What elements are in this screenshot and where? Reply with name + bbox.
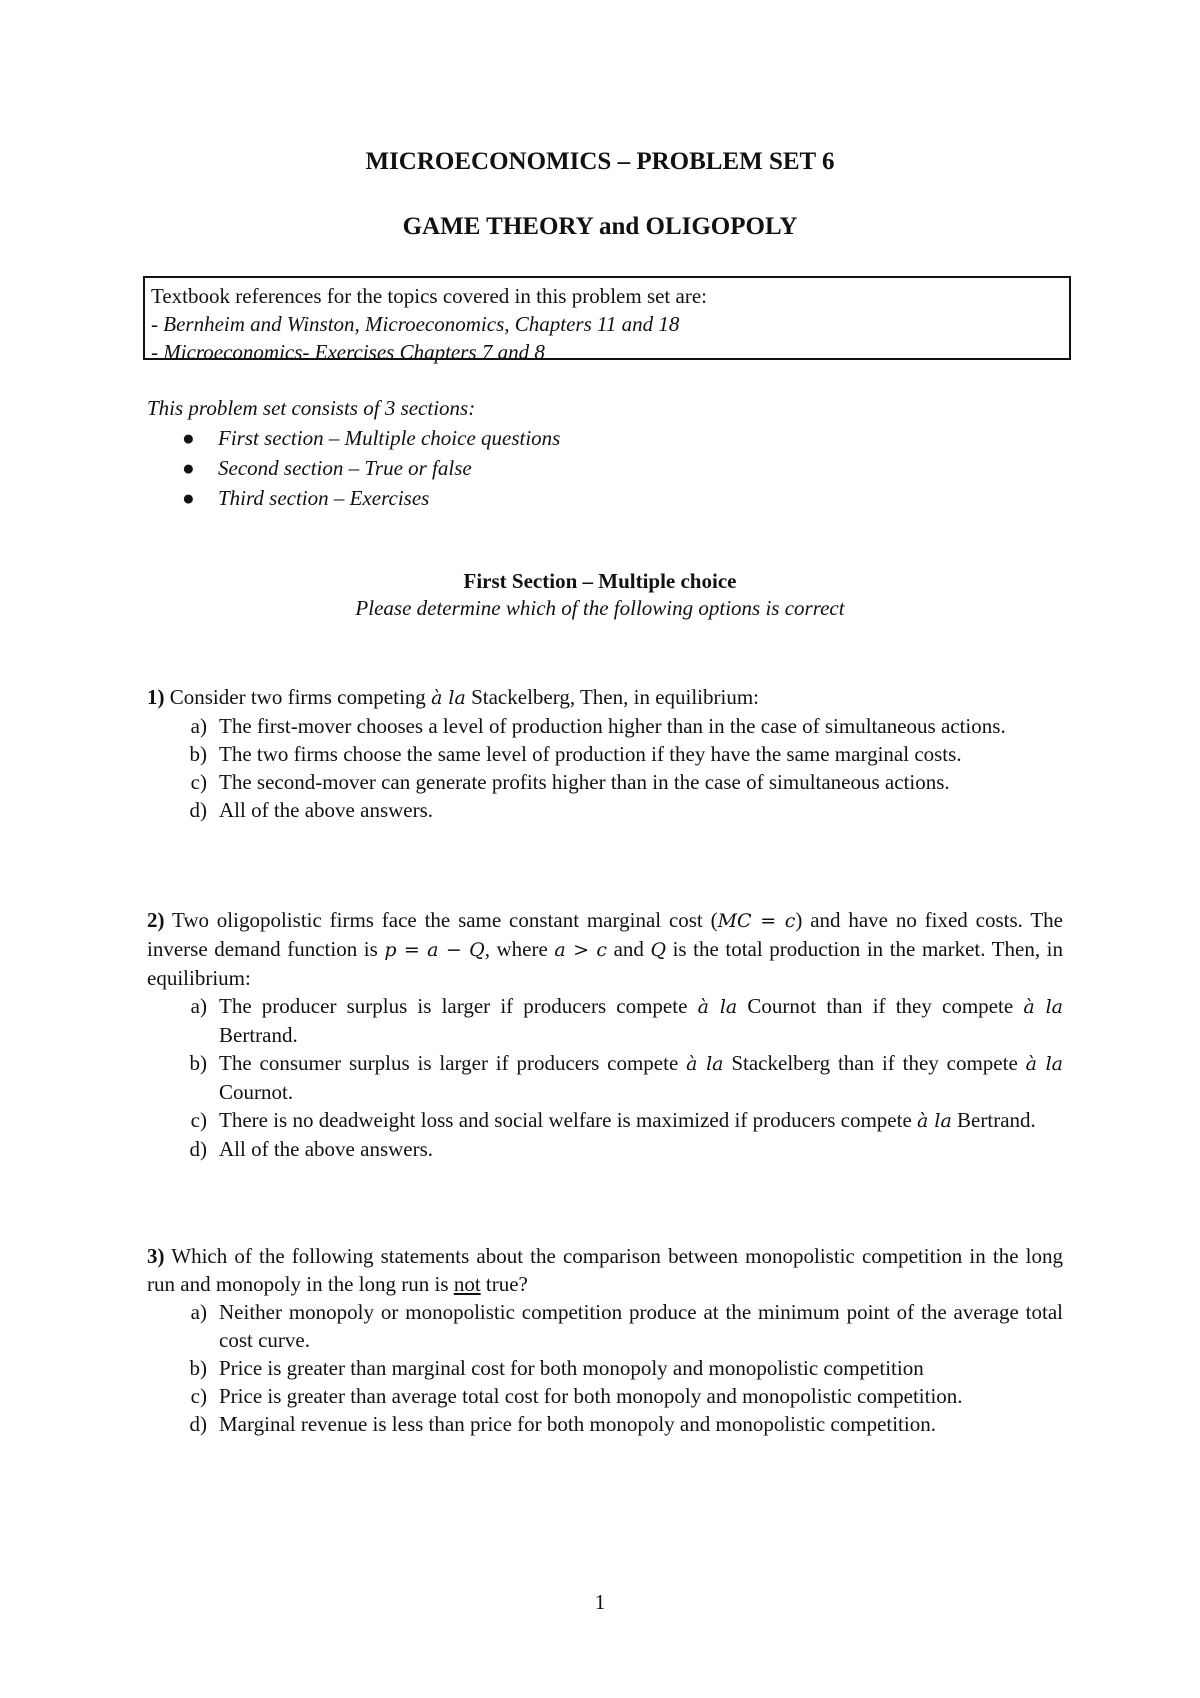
document-title: MICROECONOMICS – PROBLEM SET 6 bbox=[365, 148, 835, 175]
option: c) Price is greater than average total cost for both monopoly and monopolistic competition. bbox=[190, 1384, 963, 1408]
option: c) The second-mover can generate profits higher than in the case of simultaneous actions. bbox=[190, 770, 950, 794]
options-list bbox=[147, 712, 1063, 824]
question-2 bbox=[147, 906, 1063, 1163]
bullet-icon: ● bbox=[182, 456, 195, 480]
section-heading: First Section – Multiple choice bbox=[463, 569, 737, 593]
question-1 bbox=[147, 683, 1063, 824]
bullet-icon: ● bbox=[182, 486, 195, 510]
reference-item: - Bernheim and Winston, Microeconomics, Chapters 11 and 18 bbox=[151, 312, 680, 336]
references-intro: Textbook references for the topics covered in this problem set are: bbox=[151, 284, 707, 308]
options-list bbox=[147, 992, 1063, 1163]
options-list bbox=[147, 1298, 1063, 1438]
overview-list bbox=[182, 423, 560, 513]
option: a) The first-mover chooses a level of production higher than in the case of simultaneous actions. bbox=[190, 714, 1006, 738]
option: b) The consumer surplus is larger if producers compete à la Stackelberg than if they compete à la Cournot. bbox=[189, 1051, 1063, 1104]
option: c) There is no deadweight loss and social welfare is maximized if producers compete à la Bertrand. bbox=[190, 1108, 1036, 1132]
option: b) The two firms choose the same level of production if they have the same marginal costs. bbox=[189, 742, 962, 766]
bullet-icon: ● bbox=[182, 426, 195, 450]
document-subtitle: GAME THEORY and OLIGOPOLY bbox=[402, 213, 798, 240]
overview-item: ● Second section – True or false bbox=[182, 453, 560, 483]
page-number: 1 bbox=[594, 1590, 606, 1614]
option: a) Neither monopoly or monopolistic competition produce at the minimum point of the average total cost curve. bbox=[190, 1300, 1063, 1352]
overview-item: ● Third section – Exercises bbox=[182, 483, 560, 513]
option: b) Price is greater than marginal cost for both monopoly and monopolistic competition bbox=[189, 1356, 924, 1380]
question-stem: 2) Two oligopolistic firms face the same constant marginal cost (MC = c) and have no fixed costs. The inverse demand function is p = a − Q, where a > c and Q is the total production in the market. Then, in equilibrium: bbox=[147, 908, 1063, 990]
reference-item: - Microeconomics- Exercises Chapters 7 and 8 bbox=[151, 340, 545, 364]
references-box bbox=[143, 276, 1071, 364]
option: a) The producer surplus is larger if producers compete à la Cournot than if they compete à la Bertrand. bbox=[190, 994, 1063, 1047]
question-stem: 3) Which of the following statements about the comparison between monopolistic competition in the long run and monopoly in the long run is not true? bbox=[147, 1244, 1064, 1296]
question-stem: 1) Consider two firms competing à la Stackelberg, Then, in equilibrium: bbox=[147, 685, 760, 709]
overview-item: ● First section – Multiple choice questions bbox=[182, 423, 560, 453]
option: d) All of the above answers. bbox=[189, 1137, 434, 1161]
option: d) Marginal revenue is less than price for both monopoly and monopolistic competition. bbox=[189, 1412, 936, 1436]
section-instruction: Please determine which of the following options is correct bbox=[355, 596, 845, 620]
overview-intro: This problem set consists of 3 sections: bbox=[147, 396, 476, 420]
question-3 bbox=[147, 1242, 1063, 1438]
option: d) All of the above answers. bbox=[189, 798, 434, 822]
